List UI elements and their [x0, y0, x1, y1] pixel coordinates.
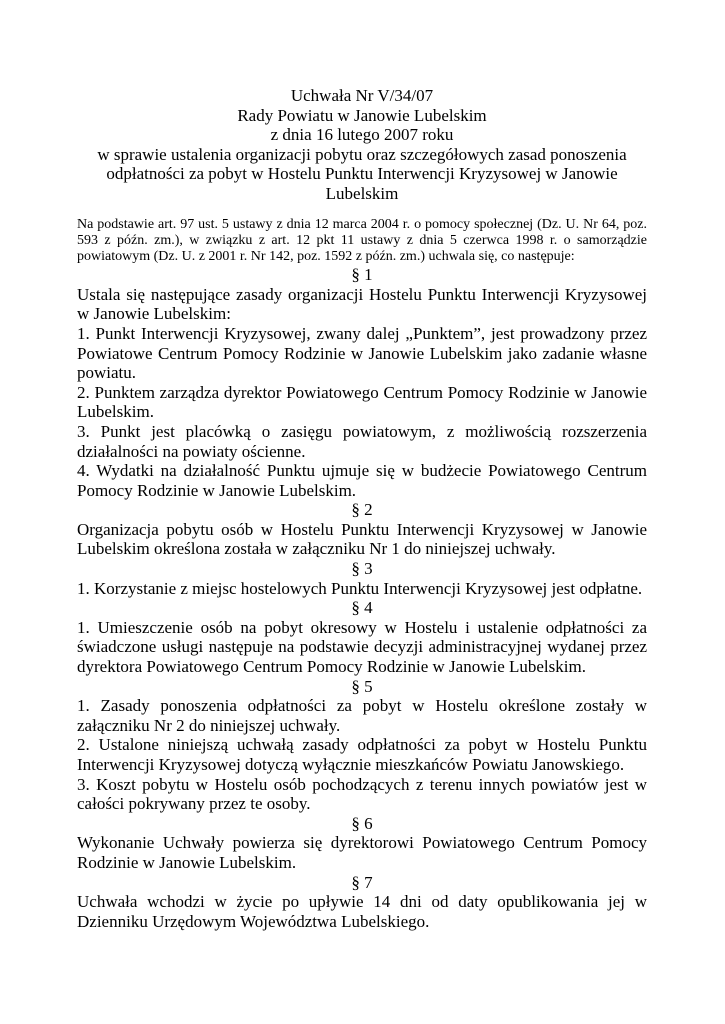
section-paragraph: 3. Koszt pobytu w Hostelu osób pochodzących z terenu innych powiatów jest w całości pokrywany przez te osoby. — [77, 774, 647, 814]
section-paragraph: 1. Zasady ponoszenia odpłatności za pobyt w Hostelu określone zostały w załączniku Nr 2 do niniejszej uchwały. — [77, 696, 647, 735]
section-paragraph: 1. Korzystanie z miejsc hostelowych Punktu Interwencji Kryzysowej jest odpłatne. — [77, 578, 643, 598]
resolution-subject-line: w sprawie ustalenia organizacji pobytu oraz szczegółowych zasad ponoszenia — [97, 144, 627, 164]
resolution-body — [77, 265, 647, 931]
section-paragraph: 2. Punktem zarządza dyrektor Powiatowego Centrum Pomocy Rodzinie w Janowie Lubelskim. — [77, 382, 647, 422]
section-3 — [77, 559, 647, 598]
section-5 — [77, 677, 647, 814]
resolution-subject-line: Lubelskim — [325, 183, 399, 203]
section-sign: § 3 — [351, 559, 373, 579]
resolution-title: Uchwała Nr V/34/07 — [290, 86, 434, 105]
section-paragraph: Uchwała wchodzi w życie po upływie 14 dni od daty opublikowania jej w Dzienniku Urzędowym Województwa Lubelskiego. — [77, 892, 647, 931]
section-sign: § 6 — [351, 813, 373, 833]
section-4 — [77, 598, 647, 676]
section-2 — [77, 500, 647, 559]
section-paragraph: 1. Umieszczenie osób na pobyt okresowy w Hostelu i ustalenie odpłatności za świadczone usługi następuje na podstawie decyzji administracyjnej wydanej przez dyrektora Powiatowego Centrum Pomocy Rodzinie w Janowie Lubelskim. — [77, 617, 647, 677]
section-1 — [77, 265, 647, 500]
resolution-header — [77, 86, 647, 204]
preamble-text: Na podstawie art. 97 ust. 5 ustawy z dnia 12 marca 2004 r. o pomocy społecznej (Dz. U. Nr 64, poz. 593 z późn. zm.), w związku z art. 12 pkt 11 ustawy z dnia 5 czerwca 1998 r. o samorządzie powiatowym (Dz. U. z 2001 r. Nr 142, poz. 1592 z późn. zm.) uchwala się, co następuje: — [77, 216, 647, 264]
section-sign: § 7 — [351, 872, 373, 892]
document-page — [77, 86, 647, 931]
section-paragraph: Organizacja pobytu osób w Hostelu Punktu Interwencji Kryzysowej w Janowie Lubelskim określona została w załączniku Nr 1 do niniejszej uchwały. — [77, 519, 647, 559]
resolution-date: z dnia 16 lutego 2007 roku — [270, 125, 454, 145]
section-paragraph: 3. Punkt jest placówką o zasięgu powiatowym, z możliwością rozszerzenia działalności na powiaty ościenne. — [77, 421, 647, 461]
section-sign: § 4 — [351, 598, 373, 618]
section-paragraph: Wykonanie Uchwały powierza się dyrektorowi Powiatowego Centrum Pomocy Rodzinie w Janowie Lubelskim. — [77, 833, 647, 872]
section-paragraph: 4. Wydatki na działalność Punktu ujmuje się w budżecie Powiatowego Centrum Pomocy Rodzinie w Janowie Lubelskim. — [77, 461, 647, 500]
section-sign: § 2 — [351, 500, 373, 520]
section-paragraph: Ustala się następujące zasady organizacji Hostelu Punktu Interwencji Kryzysowej w Janowie Lubelskim: — [77, 284, 647, 324]
section-7 — [77, 873, 647, 932]
resolution-council: Rady Powiatu w Janowie Lubelskim — [237, 105, 487, 125]
legal-basis-preamble — [77, 217, 647, 266]
section-paragraph: 2. Ustalone niniejszą uchwałą zasady odpłatności za pobyt w Hostelu Punktu Interwencji Kryzysowej dotyczą wyłącznie mieszkańców Powiatu Janowskiego. — [77, 735, 647, 775]
section-paragraph: 1. Punkt Interwencji Kryzysowej, zwany dalej „Punktem”, jest prowadzony przez Powiatowe Centrum Pomocy Rodzinie w Janowie Lubelskim jako zadanie własne powiatu. — [77, 323, 647, 383]
resolution-subject-line: odpłatności za pobyt w Hostelu Punktu Interwencji Kryzysowej w Janowie — [106, 164, 618, 184]
section-6 — [77, 814, 647, 873]
section-sign: § 5 — [351, 676, 373, 696]
section-sign: § 1 — [351, 265, 373, 285]
